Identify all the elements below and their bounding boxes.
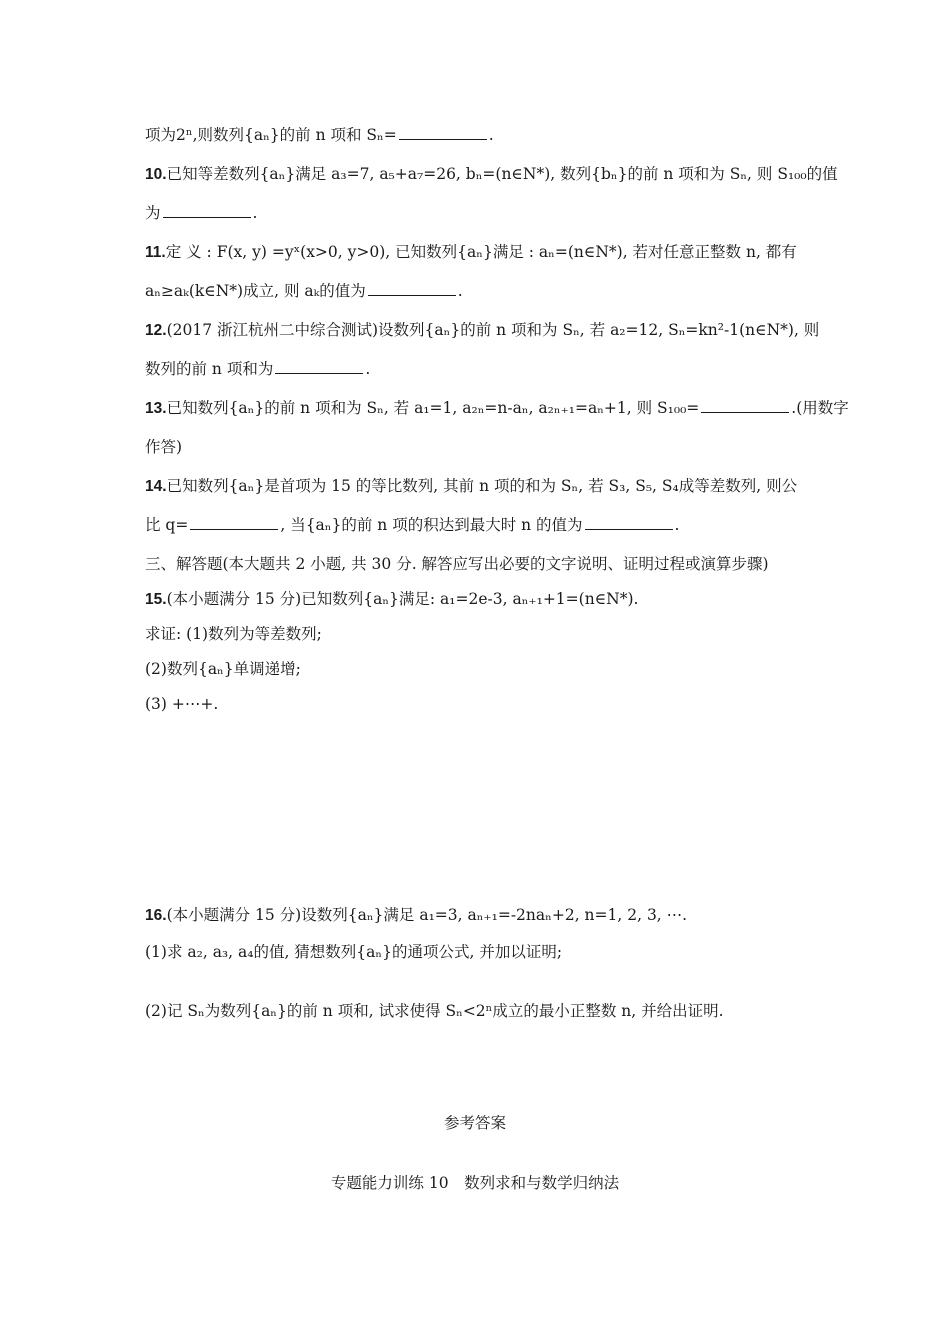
- answer-blank[interactable]: [275, 359, 363, 374]
- text-line-10: [145, 475, 810, 498]
- line-text: (1)求 a₂, a₃, a₄的值, 猜想数列{aₙ}的通项公式, 并加以证明;: [145, 943, 563, 961]
- line-tail: .: [488, 126, 494, 144]
- text-line-9: [145, 436, 810, 458]
- line-text: aₙ≥aₖ(k∈N*)成立, 则 aₖ的值为: [145, 282, 366, 300]
- line-text: 定 义 : F(x, y) =yˣ(x>0, y>0), 已知数列{aₙ}满足 : aₙ=(n∈N*), 若对任意正整数 n, 都有: [165, 243, 797, 261]
- line-text: 已知数列{aₙ}是首项为 15 的等比数列, 其前 n 项的和为 Sₙ, 若 S₃, S₅, S₄成等差数列, 则公: [166, 477, 798, 495]
- answer-subtitle: 专题能力训练 10 数列求和与数学归纳法: [330, 1174, 620, 1192]
- question-number: 16.: [145, 907, 167, 924]
- question-number: 11.: [145, 244, 166, 261]
- answer-title: 参考答案: [443, 1114, 506, 1132]
- text-line-15: [145, 658, 810, 680]
- text-line-4: [145, 241, 810, 264]
- answer-blank[interactable]: [701, 398, 789, 413]
- question-number: 15.: [145, 591, 167, 608]
- line-text: (3) +⋯+.: [145, 695, 219, 713]
- question-number: 12.: [145, 322, 167, 339]
- line-text: 已知数列{aₙ}的前 n 项和为 Sₙ, 若 a₁=1, a₂ₙ=n-aₙ, a₂ₙ₊₁=aₙ+1, 则 S₁₀₀=: [166, 399, 700, 417]
- text-line-17: [145, 904, 810, 927]
- answer-blank[interactable]: [399, 125, 487, 140]
- text-line-5: [145, 280, 810, 302]
- answer-blank[interactable]: [163, 203, 251, 218]
- question-number: 14.: [145, 478, 167, 495]
- line-text: 数列的前 n 项和为: [145, 360, 274, 378]
- text-line-14: [145, 623, 810, 645]
- line-text: (本小题满分 15 分)已知数列{aₙ}满足: a₁=2e-3, aₙ₊₁+1=(n∈N*).: [166, 590, 639, 608]
- line-text: (2017 浙江杭州二中综合测试)设数列{aₙ}的前 n 项和为 Sₙ, 若 a₂=12, Sₙ=kn²-1(n∈N*), 则: [166, 321, 820, 339]
- line-text: 三、解答题(本大题共 2 小题, 共 30 分. 解答应写出必要的文字说明、证明过程或演算步骤): [145, 555, 769, 573]
- text-line-18: [145, 941, 810, 963]
- text-line-19: [145, 1000, 810, 1022]
- line-tail: .: [365, 360, 371, 378]
- answer-blank[interactable]: [368, 281, 456, 296]
- text-line-11: [145, 514, 810, 536]
- line-text: (本小题满分 15 分)设数列{aₙ}满足 a₁=3, aₙ₊₁=-2naₙ+2, n=1, 2, 3, ⋯.: [166, 906, 688, 924]
- line-text: 已知等差数列{aₙ}满足 a₃=7, a₅+a₇=26, bₙ=(n∈N*), 数列{bₙ}的前 n 项和为 Sₙ, 则 S₁₀₀的值: [166, 165, 838, 183]
- line-text: (2)记 Sₙ为数列{aₙ}的前 n 项和, 试求使得 Sₙ<2ⁿ成立的最小正整数 n, 并给出证明.: [145, 1002, 724, 1020]
- text-line-16: [145, 693, 810, 715]
- text-line-6: [145, 319, 820, 342]
- line-text: 比 q=: [145, 516, 189, 534]
- line-text: 项为2ⁿ,则数列{aₙ}的前 n 项和 Sₙ=: [145, 126, 397, 144]
- line-text: 求证: (1)数列为等差数列;: [145, 625, 322, 643]
- text-line-3: [145, 202, 810, 224]
- period: .: [674, 516, 680, 534]
- answer-blank[interactable]: [585, 515, 673, 530]
- line-text: 为: [145, 204, 161, 222]
- line-text: 作答): [145, 438, 183, 456]
- line-tail: .: [252, 204, 258, 222]
- text-line-13: [145, 588, 810, 611]
- text-line-2: [145, 163, 838, 186]
- text-line-8: [145, 397, 849, 420]
- question-number: 13.: [145, 400, 167, 417]
- question-number: 10.: [145, 166, 167, 183]
- line-tail: .: [457, 282, 463, 300]
- text-line-1: [145, 124, 810, 146]
- line-text: (2)数列{aₙ}单调递增;: [145, 660, 301, 678]
- line-tail: , 当{aₙ}的前 n 项的积达到最大时 n 的值为: [280, 516, 583, 534]
- text-line-7: [145, 358, 810, 380]
- text-line-12: [145, 553, 810, 575]
- line-tail: .(用数字: [791, 399, 849, 417]
- answer-blank[interactable]: [190, 515, 278, 530]
